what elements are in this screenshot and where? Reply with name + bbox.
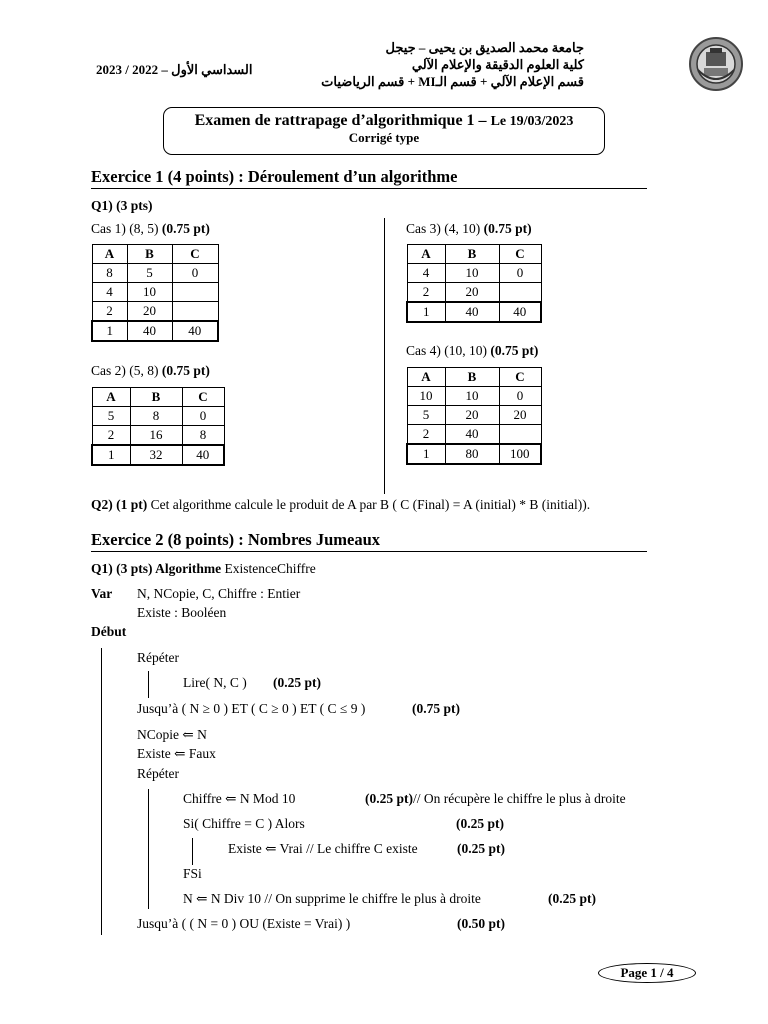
case-3-table: [406, 244, 542, 323]
jusqua-2: Jusqu’à ( ( N = 0 ) OU (Existe = Vrai) ): [137, 916, 351, 931]
exam-title-box: [163, 107, 605, 155]
table-row: 1 32 40: [92, 445, 224, 465]
assign-arrow-icon: ⇐: [196, 891, 208, 906]
table-row: 5 8 0: [92, 407, 224, 426]
table-row: 10 10 0: [407, 387, 541, 406]
cases-separator: [384, 218, 385, 494]
table-header: C: [499, 368, 541, 387]
case-1-table: [91, 244, 219, 342]
table-header: A: [407, 245, 445, 264]
exam-date: Le 19/03/2023: [490, 114, 574, 129]
case-1-label: Cas 1) (8, 5) (0.75 pt): [91, 221, 210, 236]
debut-keyword: Début: [91, 624, 127, 639]
case-3-label: Cas 3) (4, 10) (0.75 pt): [406, 221, 532, 236]
n-div-assign: N ⇐ N Div 10 // On supprime le chiffre le plus à droite: [183, 891, 481, 906]
si-points: (0.25 pt): [456, 816, 504, 831]
si-block-line: [192, 838, 193, 865]
lire-instruction: Lire( N, C ): [183, 675, 247, 690]
case-2-table: [91, 387, 225, 466]
lire-points: (0.25 pt): [273, 675, 321, 690]
n-div-points: (0.25 pt): [548, 891, 596, 906]
header-university: جامعة محمد الصديق بن يحيى – جيجل: [385, 40, 584, 55]
case-4-table: [406, 367, 542, 465]
table-header: A: [92, 388, 130, 407]
existe-assign: Existe ⇐ Faux: [137, 746, 216, 761]
ex1-q1-label: Q1) (3 pts): [91, 198, 153, 213]
exercise-2-title: Exercice 2 (8 points) : Nombres Jumeaux: [91, 530, 381, 549]
table-header: A: [92, 245, 127, 264]
case-4-label: Cas 4) (10, 10) (0.75 pt): [406, 343, 539, 358]
table-row: 2 40: [407, 425, 541, 445]
repeter-2: Répéter: [137, 766, 179, 781]
ncopie-assign: NCopie ⇐ N: [137, 727, 207, 742]
jusqua-1: Jusqu’à ( N ≥ 0 ) ET ( C ≥ 0 ) ET ( C ≤ 9 ): [137, 701, 366, 716]
header-faculty: كلية العلوم الدقيقة والإعلام الآلي: [411, 57, 584, 72]
table-row: 8 5 0: [92, 264, 218, 283]
table-row: 1 40 40: [92, 321, 218, 341]
assign-arrow-icon: ⇐: [225, 791, 237, 806]
exercise-1-rule: [91, 188, 647, 189]
assign-arrow-icon: ⇐: [182, 727, 194, 742]
table-row: 1 80 100: [407, 444, 541, 464]
var-decl-1: N, NCopie, C, Chiffre : Entier: [137, 586, 301, 601]
table-header: B: [130, 388, 182, 407]
existe-vrai-points: (0.25 pt): [457, 841, 505, 856]
var-keyword: Var: [91, 586, 113, 601]
jusqua-1-points: (0.75 pt): [412, 701, 460, 716]
table-header: C: [172, 245, 218, 264]
exam-title: Examen de rattrapage d’algorithmique 1 – Le 19/03/2023: [194, 112, 574, 129]
algo-block-line: [101, 648, 102, 935]
table-header: B: [445, 245, 499, 264]
case-2-label: Cas 2) (5, 8) (0.75 pt): [91, 363, 210, 378]
assign-arrow-icon: ⇐: [265, 841, 277, 856]
exam-subtitle: Corrigé type: [348, 130, 420, 145]
table-row: 4 10 0: [407, 264, 541, 283]
ex1-q2: Q2) (1 pt) Cet algorithme calcule le produit de A par B ( C (Final) = A (initial) * B (initial)).: [91, 497, 591, 512]
chiffre-points: (0.25 pt)// On récupère le chiffre le plus à droite: [365, 791, 626, 806]
table-row: 2 16 8: [92, 426, 224, 446]
table-header: C: [182, 388, 224, 407]
assign-arrow-icon: ⇐: [174, 746, 186, 761]
table-row: 4 10: [92, 283, 218, 302]
table-row: 2 20: [407, 283, 541, 303]
si-condition: Si( Chiffre = C ) Alors: [183, 816, 305, 831]
page-number: Page 1 / 4: [598, 963, 696, 983]
table-row: 2 20: [92, 302, 218, 322]
university-seal-icon: [688, 36, 744, 92]
repeter1-block-line: [148, 671, 149, 698]
ex2-q1-label: Q1) (3 pts) Algorithme ExistenceChiffre: [91, 561, 316, 576]
jusqua-2-points: (0.50 pt): [457, 916, 505, 931]
table-row: 5 20 20: [407, 406, 541, 425]
table-header: A: [407, 368, 445, 387]
exercise-1-title: Exercice 1 (4 points) : Déroulement d’un algorithme: [91, 167, 458, 186]
header-departments: قسم الإعلام الآلي + قسم الـMI + قسم الرياضيات: [321, 74, 584, 89]
repeter-1: Répéter: [137, 650, 179, 665]
table-header: B: [445, 368, 499, 387]
existe-vrai-assign: Existe ⇐ Vrai // Le chiffre C existe: [228, 841, 418, 856]
table-row: 1 40 40: [407, 302, 541, 322]
fsi-keyword: FSi: [183, 866, 202, 881]
header-semester: السداسي الأول – 2022 / 2023: [96, 62, 253, 77]
var-decl-2: Existe : Booléen: [137, 605, 227, 620]
chiffre-assign: Chiffre ⇐ N Mod 10: [183, 791, 296, 806]
table-header: C: [499, 245, 541, 264]
exercise-2-rule: [91, 551, 647, 552]
table-header: B: [127, 245, 172, 264]
repeter2-block-line: [148, 789, 149, 909]
